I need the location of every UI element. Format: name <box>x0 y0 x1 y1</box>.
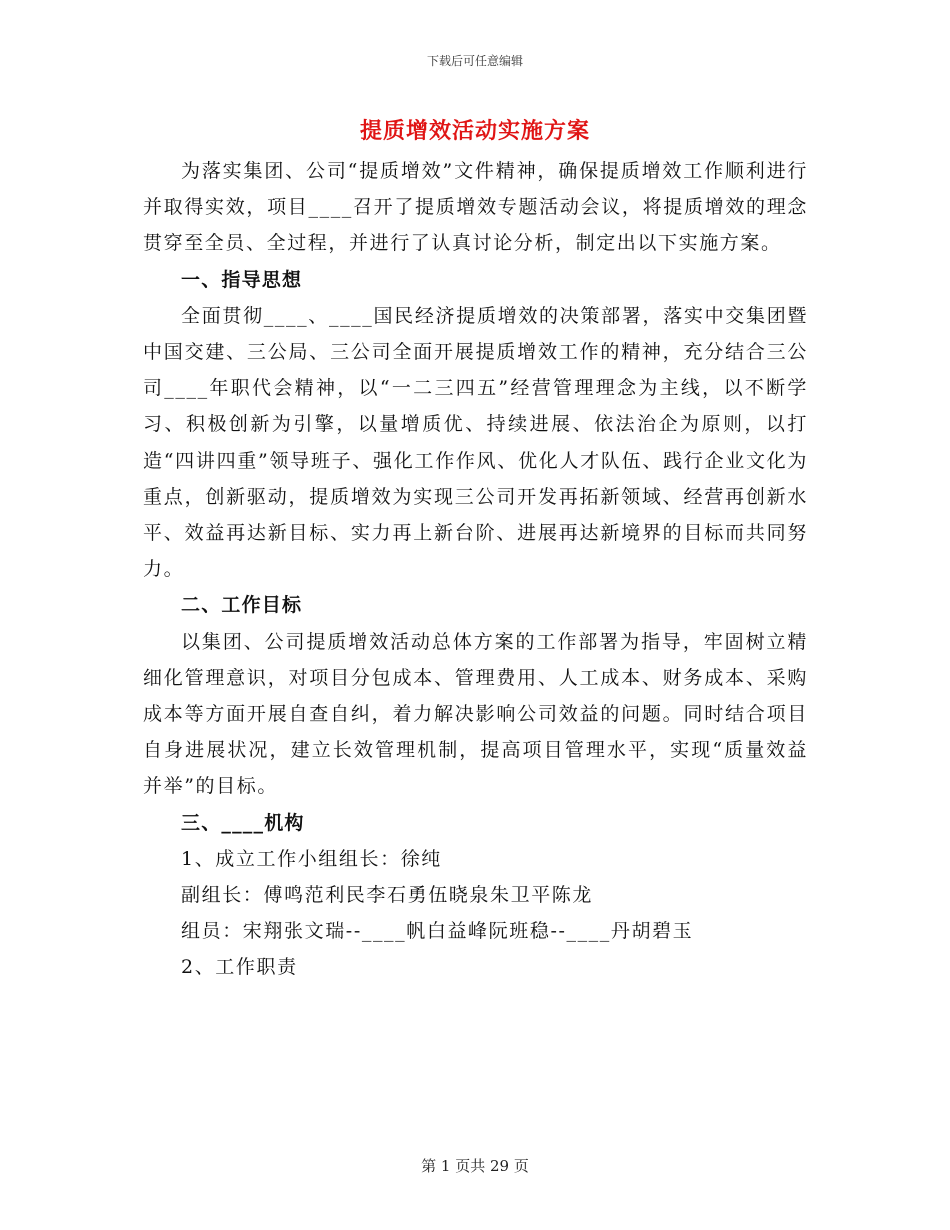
guiding-thought-paragraph: 全面贯彻____、____国民经济提质增效的决策部署，落实中交集团暨中国交建、三公局、三公司全面开展提质增效工作的精神，充分结合三公司____年职代会精神，以“一二三四五”经营管理理念为主线，以不断学习、积极创新为引擎，以量增质优、持续进展、依法治企为原则，以打造“四讲四重”领导班子、强化工作作风、优化人才队伍、践行企业文化为重点，创新驱动，提质增效为实现三公司开发再拓新领域、经营再创新水平、效益再达新目标、实力再上新台阶、进展再达新境界的目标而共同努力。 <box>143 304 808 581</box>
section-heading-organization: 三、____机构 <box>181 811 305 834</box>
deputy-leaders-line: 副组长：傅鸣范利民李石勇伍晓泉朱卫平陈龙 <box>181 884 594 907</box>
work-duties-line: 2、工作职责 <box>181 956 298 979</box>
section-heading-guiding-thought: 一、指导思想 <box>181 268 303 291</box>
members-line: 组员：宋翔张文瑞--____帆白益峰阮班稳--____丹胡碧玉 <box>181 920 694 943</box>
page-footer: 第 1 页共 29 页 <box>421 1157 529 1175</box>
section-heading-work-goals: 二、工作目标 <box>181 594 303 617</box>
document-title: 提质增效活动实施方案 <box>359 119 590 144</box>
work-goals-paragraph: 以集团、公司提质增效活动总体方案的工作部署为指导，牢固树立精细化管理意识，对项目分包成本、管理费用、人工成本、财务成本、采购成本等方面开展自查自纠，着力解决影响公司效益的问题。同时结合项目自身进展状况，建立长效管理机制，提高项目管理水平，实现“质量效益并举”的目标。 <box>143 630 808 798</box>
intro-paragraph: 为落实集团、公司“提质增效”文件精神，确保提质增效工作顺利进行并取得实效，项目____召开了提质增效专题活动会议，将提质增效的理念贯穿至全员、全过程，并进行了认真讨论分析，制定出以下实施方案。 <box>143 160 808 255</box>
team-leader-line: 1、成立工作小组组长：徐纯 <box>181 847 442 870</box>
document-body <box>143 153 808 986</box>
page-header: 下载后可任意编辑 <box>426 54 523 68</box>
